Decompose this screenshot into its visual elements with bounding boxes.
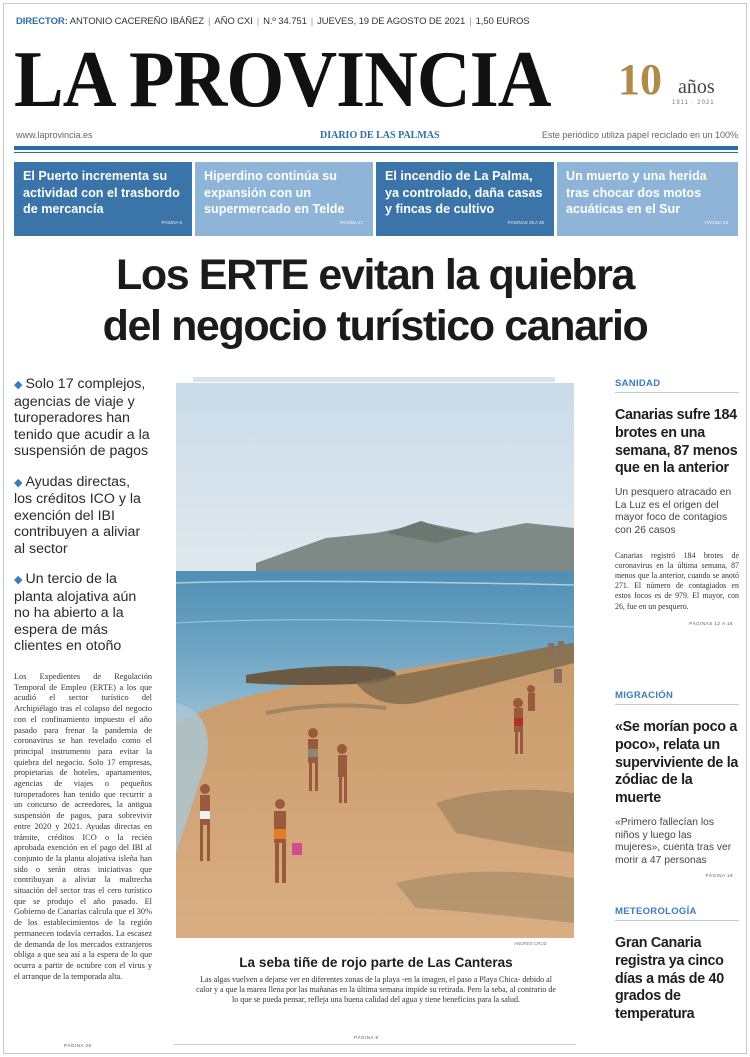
- meteorologia-story[interactable]: [615, 906, 739, 1024]
- tagline: DIARIO DE LAS PALMAS: [320, 130, 440, 141]
- main-headline[interactable]: [14, 250, 736, 352]
- bottom-rule: [174, 1044, 576, 1045]
- caption-page-ref[interactable]: PÁGINA 8: [354, 1035, 379, 1040]
- year: AÑO CXI: [214, 16, 253, 27]
- bullet-item: [14, 571, 152, 655]
- director-label: DIRECTOR:: [16, 16, 68, 27]
- lead-page-ref[interactable]: PÁGINA 26: [64, 1043, 92, 1048]
- anniversary-years: 1911 · 2021: [672, 100, 715, 106]
- masthead-title[interactable]: LA PROVINCIA: [14, 36, 551, 124]
- headline-line-2: del negocio turístico canario: [102, 302, 648, 350]
- teaser-text: El Puerto incrementa su actividad con el trasbordo de mercancía: [23, 169, 180, 216]
- recycled-note: Este periódico utiliza papel reciclado en un 100%: [541, 130, 738, 140]
- diamond-icon: ◆: [14, 574, 23, 586]
- teaser-text: Un muerto y una herida tras chocar dos motos acuáticas en el Sur: [566, 169, 707, 216]
- bullet-text: Solo 17 complejos, agencias de viaje y turoperadores han tenido que acudir a la suspensión de pagos: [14, 376, 150, 459]
- sanidad-headline: Canarias sufre 184 brotes en una semana, 87 menos que en la anterior: [615, 407, 738, 477]
- teaser-page: PÁGINA 27: [339, 219, 363, 225]
- section-label-meteorologia: METEOROLOGÍA: [615, 906, 739, 921]
- beach-illustration: [176, 383, 574, 938]
- anniversary-logo: [618, 54, 738, 114]
- teaser-bar: [14, 162, 738, 236]
- section-label-migracion: MIGRACIÓN: [615, 690, 739, 705]
- caption-title: La seba tiñe de rojo parte de Las Canteras: [239, 955, 513, 970]
- bullet-item: [14, 376, 152, 460]
- teaser-motos[interactable]: [557, 162, 738, 236]
- sanidad-body: Canarias registró 184 brotes de coronavirus en la última semana, 87 menos que la anterior, cuando se anotó 271. El número de contagiados en estos focos es de 979. El mayor, con 26, fue en un pesquero.: [615, 550, 739, 611]
- teaser-text: Hiperdino continúa su expansión con un supermercado en Telde: [204, 169, 345, 216]
- masthead-rule-thin: [14, 152, 738, 153]
- subline: [16, 130, 738, 142]
- lead-body-text: Los Expedientes de Regulación Temporal de Empleo (ERTE) a los que acudió el sector turístico del Archipiélago tras el colapso del negocio con el confinamiento impuesto el año pasado para frenar la pandemia de coronavirus se han revelado como el principal instrumento para evitar la quiebra del negocio. Solo 17 empresas, propietarias de hoteles, apartamentos, agencias de viajes o pequeños turoperadores han tenido que recurrir a un concurso de acreedores, la antigua suspensión de pagos, para sobrevivir entre 2020 y 2021. Ayudas directas en trámite, créditos ICO o la recién aprobada exención en el pago del IBI al conjunto de la planta alojativa isleña han sido o serán otras iniciativas que contribuyan a aliviar la maltrecha situación del sector tras el cero turístico que se produjo el año pasado. El Gobierno de Canarias calcula que el 30% de los establecimientos de la región permanecen todavía cerrados. La escasez de demanda de los mercados extranjeros obliga a que sea así a la espera de lo que ocurra a partir de octubre con el virus y el arranque de la temporada alta.: [14, 672, 152, 981]
- price: 1,50 EUROS: [475, 16, 530, 27]
- sanidad-page-ref: PÁGINAS 12 A 15: [689, 620, 733, 626]
- caption-body: Las algas vuelven a dejarse ver en diferentes zonas de la playa -en la imagen, el paso a Playa Chica- debido al calor y a que la marea llena por las mañanas en la última semana impide su retirada. Pero la seba, al contrario de lo que se pueda pensar, refleja una buena calidad del agua y tiene beneficios para la salud.: [196, 975, 556, 1004]
- diamond-icon: ◆: [14, 379, 23, 391]
- teaser-incendio[interactable]: [376, 162, 554, 236]
- director-name: ANTONIO CACEREÑO IBÁÑEZ: [69, 16, 204, 27]
- teaser-puerto[interactable]: [14, 162, 192, 236]
- migracion-page-ref: PÁGINA 19: [705, 873, 733, 879]
- sanidad-story[interactable]: [615, 378, 739, 626]
- website-link[interactable]: www.laprovincia.es: [16, 130, 93, 140]
- diamond-icon: ◆: [14, 476, 23, 489]
- teaser-text: El incendio de La Palma, ya controlado, daña casas y fincas de cultivo: [385, 169, 543, 216]
- anniversary-word: años: [678, 76, 715, 98]
- photo-credit: ANDRÉS CRUZ: [514, 941, 547, 946]
- photo-caption[interactable]: [196, 955, 556, 1005]
- teaser-page: PÁGINA 6: [161, 219, 182, 225]
- masthead-rule: [14, 146, 738, 150]
- migracion-story[interactable]: [615, 690, 739, 878]
- lead-bullets: [14, 376, 152, 669]
- bullet-item: [14, 474, 152, 558]
- headline-line-1: Los ERTE evitan la quiebra: [116, 251, 634, 299]
- teaser-hiperdino[interactable]: [195, 162, 373, 236]
- bullet-text: Ayudas directas, los créditos ICO y la exención del IBI contribuyen a aliviar al sector: [14, 473, 141, 557]
- anniversary-number: 10: [618, 55, 662, 104]
- meteorologia-headline: Gran Canaria registra ya cinco días a más de 40 grados de temperatura: [615, 935, 724, 1023]
- section-label-sanidad: SANIDAD: [615, 378, 739, 393]
- date: JUEVES, 19 DE AGOSTO DE 2021: [317, 16, 466, 27]
- migracion-dek: «Primero fallecían los niños y luego las mujeres», cuenta tras ver morir a 47 personas: [615, 816, 732, 866]
- issue-number: N.º 34.751: [263, 16, 307, 27]
- teaser-page: PÁGINA 34: [704, 219, 728, 225]
- info-bar: DIRECTOR: ANTONIO CACEREÑO IBÁÑEZ | AÑO CXI | N.º 34.751 | JUEVES, 19 DE AGOSTO DE 2021 | 1,50 EUROS: [16, 16, 530, 27]
- photo-top-band: [193, 377, 555, 382]
- bullet-text: Un tercio de la planta alojativa aún no ha abierto a la espera de más clientes en otoño: [14, 571, 137, 654]
- migracion-headline: «Se morían poco a poco», relata un superviviente de la zódiac de la muerte: [615, 719, 739, 807]
- teaser-page: PÁGINAS 28 A 30: [507, 219, 544, 225]
- beach-photo[interactable]: [176, 383, 574, 938]
- sanidad-dek: Un pesquero atracado en La Luz es el origen del mayor foco de contagios con 26 casos: [615, 487, 732, 536]
